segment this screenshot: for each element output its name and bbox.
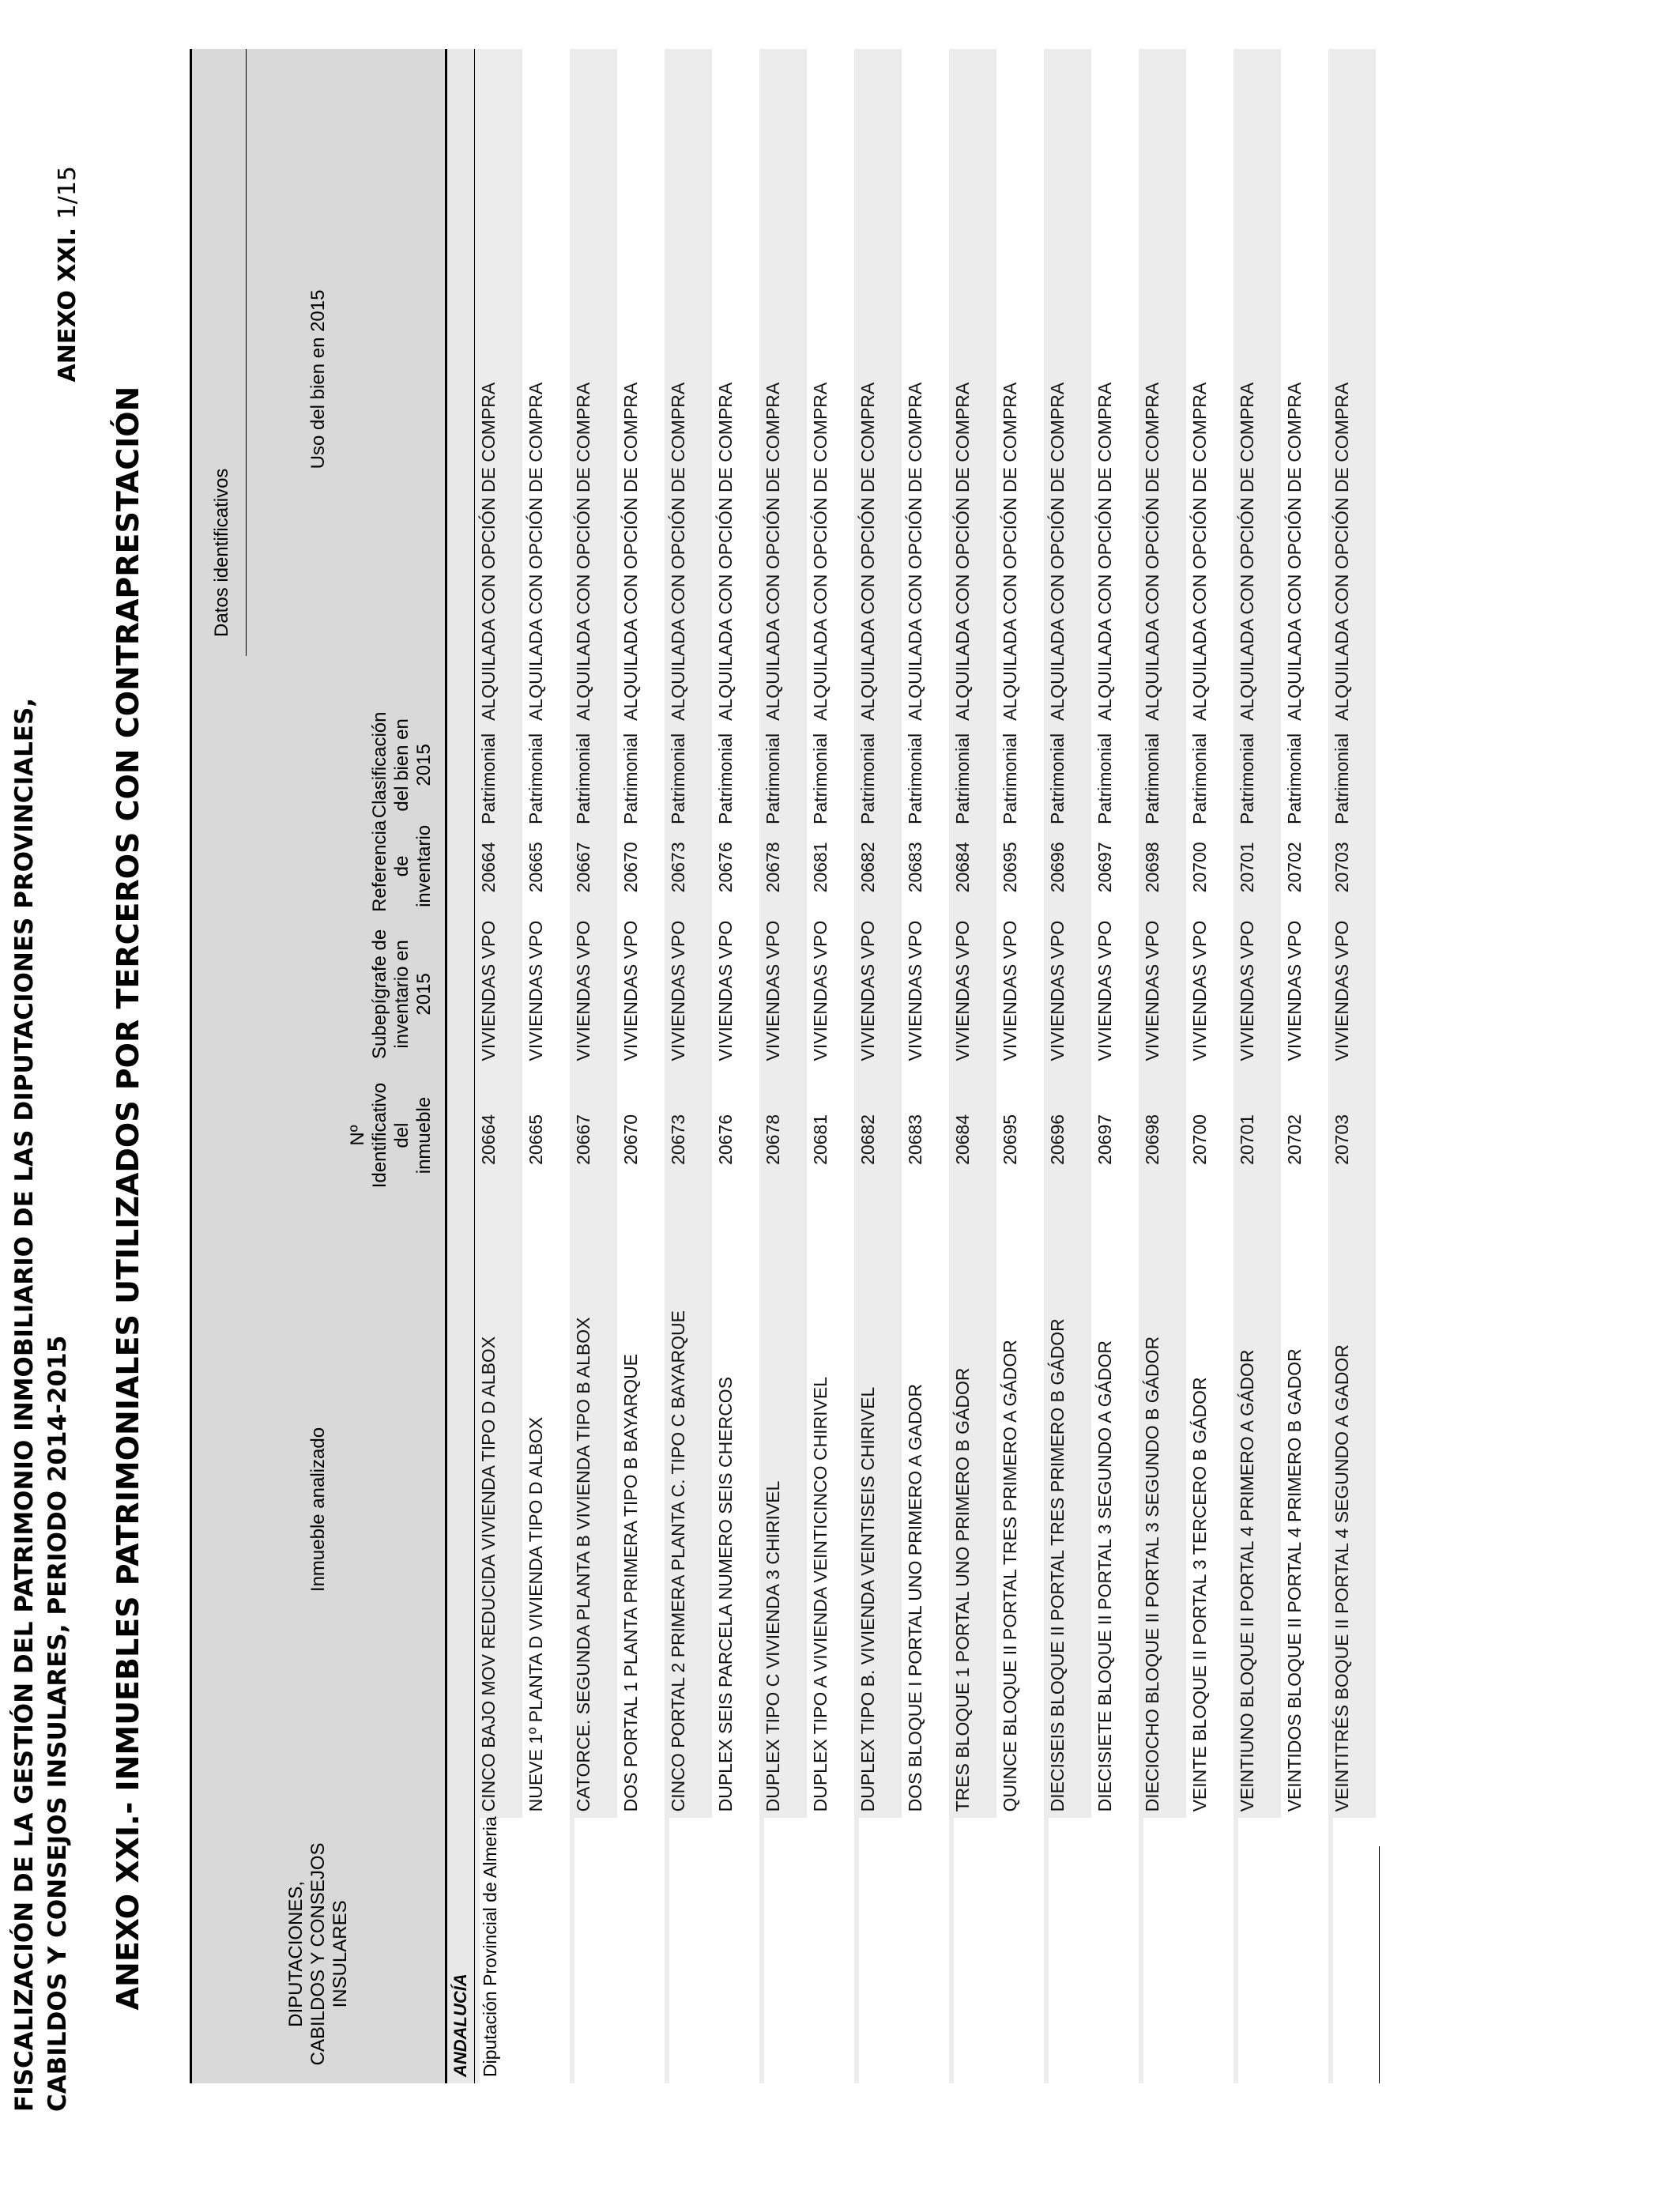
cell-clasificacion: Patrimonial xyxy=(1000,733,1020,824)
cell-clasificacion: Patrimonial xyxy=(1189,733,1210,824)
cell-referencia: 20682 xyxy=(857,842,878,893)
cell-num-id: 20702 xyxy=(1284,1114,1305,1165)
annex-name: ANEXO XXI. xyxy=(54,227,81,383)
table-row xyxy=(665,49,712,2083)
cell-inmueble: CATORCE. SEGUNDA PLANTA B VIVIENDA TIPO B ALBOX xyxy=(573,1317,593,1812)
inmuebles-table xyxy=(190,49,1376,2083)
cell-clasificacion: Patrimonial xyxy=(620,733,641,824)
table-row xyxy=(1091,49,1139,2083)
table-row xyxy=(1186,49,1234,2083)
cell-referencia: 20696 xyxy=(1047,842,1068,893)
cell-clasificacion: Patrimonial xyxy=(525,733,546,824)
annex-page-number: 1/15 xyxy=(54,166,81,220)
cell-num-id: 20676 xyxy=(715,1114,736,1165)
col-header-uso: Uso del bien en 2015 xyxy=(307,289,329,469)
cell-num-id: 20698 xyxy=(1142,1114,1162,1165)
cell-num-id: 20673 xyxy=(668,1114,688,1165)
table-row xyxy=(949,49,996,2083)
cell-num-id: 20681 xyxy=(810,1114,831,1165)
cell-diputacion xyxy=(1001,1818,1044,2083)
cell-num-id: 20695 xyxy=(1000,1114,1020,1165)
table-row xyxy=(1044,49,1091,2083)
cell-diputacion xyxy=(859,1818,902,2083)
cell-subepigrafe: VIVIENDAS VPO xyxy=(905,920,925,1061)
cell-subepigrafe: VIVIENDAS VPO xyxy=(810,920,831,1061)
cell-uso: ALQUILADA CON OPCIÓN DE COMPRA xyxy=(1237,382,1257,721)
region-row: ANDALUCÍA xyxy=(447,49,475,2083)
cell-subepigrafe: VIVIENDAS VPO xyxy=(573,920,593,1061)
cell-uso: ALQUILADA CON OPCIÓN DE COMPRA xyxy=(668,382,688,721)
cell-referencia: 20667 xyxy=(573,842,593,893)
annex-page-label xyxy=(54,166,81,382)
cell-diputacion xyxy=(812,1818,854,2083)
cell-inmueble: QUINCE BLOQUE II PORTAL TRES PRIMERO A GÁDOR xyxy=(1000,1340,1020,1812)
cell-referencia: 20703 xyxy=(1332,842,1352,893)
cell-num-id: 20701 xyxy=(1237,1114,1257,1165)
cell-referencia: 20700 xyxy=(1189,842,1210,893)
col-header-clasificacion: Clasificación del bien en 2015 xyxy=(369,711,435,819)
cell-diputacion xyxy=(906,1818,949,2083)
cell-subepigrafe: VIVIENDAS VPO xyxy=(1094,920,1115,1061)
cell-referencia: 20695 xyxy=(1000,842,1020,893)
cell-subepigrafe: VIVIENDAS VPO xyxy=(952,920,973,1061)
cell-num-id: 20682 xyxy=(857,1114,878,1165)
table-row xyxy=(854,49,902,2083)
cell-num-id: 20678 xyxy=(763,1114,783,1165)
cell-inmueble: DUPLEX TIPO A VIVIENDA VEINTICINCO CHIRIVEL xyxy=(810,1376,831,1812)
cell-inmueble: DUPLEX TIPO B. VIVIENDA VEINTISEIS CHIRIVEL xyxy=(857,1386,878,1812)
cell-subepigrafe: VIVIENDAS VPO xyxy=(857,920,878,1061)
cell-uso: ALQUILADA CON OPCIÓN DE COMPRA xyxy=(1094,382,1115,721)
group-header-rule xyxy=(246,49,247,656)
cell-diputacion xyxy=(1286,1818,1328,2083)
cell-diputacion xyxy=(1049,1818,1091,2083)
table-row xyxy=(617,49,665,2083)
cell-diputacion xyxy=(1191,1818,1234,2083)
cell-num-id: 20696 xyxy=(1047,1114,1068,1165)
cell-clasificacion: Patrimonial xyxy=(1237,733,1257,824)
cell-clasificacion: Patrimonial xyxy=(857,733,878,824)
cell-inmueble: VEINTIDOS BLOQUE II PORTAL 4 PRIMERO B GADOR xyxy=(1284,1348,1305,1812)
cell-clasificacion: Patrimonial xyxy=(763,733,783,824)
cell-diputacion xyxy=(954,1818,996,2083)
cell-uso: ALQUILADA CON OPCIÓN DE COMPRA xyxy=(573,382,593,721)
cell-subepigrafe: VIVIENDAS VPO xyxy=(1047,920,1068,1061)
col-header-num-id: Nº Identificativo del inmueble xyxy=(347,1082,435,1189)
cell-num-id: 20703 xyxy=(1332,1114,1352,1165)
cell-subepigrafe: VIVIENDAS VPO xyxy=(525,920,546,1061)
cell-referencia: 20673 xyxy=(668,842,688,893)
cell-inmueble: DOS BLOQUE I PORTAL UNO PRIMERO A GADOR xyxy=(905,1383,925,1812)
cell-referencia: 20676 xyxy=(715,842,736,893)
cell-diputacion xyxy=(1238,1818,1281,2083)
cell-num-id: 20667 xyxy=(573,1114,593,1165)
table-row xyxy=(996,49,1044,2083)
cell-referencia: 20665 xyxy=(525,842,546,893)
cell-inmueble: DIECISEIS BLOQUE II PORTAL TRES PRIMERO B GÁDOR xyxy=(1047,1318,1068,1812)
cell-inmueble: VEINTITRÉS BOQUE II PORTAL 4 SEGUNDO A GADOR xyxy=(1332,1344,1352,1812)
cell-num-id: 20664 xyxy=(478,1114,499,1165)
cell-uso: ALQUILADA CON OPCIÓN DE COMPRA xyxy=(1047,382,1068,721)
cell-diputacion xyxy=(1143,1818,1186,2083)
table-row xyxy=(1328,49,1376,2083)
cell-num-id: 20700 xyxy=(1189,1114,1210,1165)
cell-num-id: 20684 xyxy=(952,1114,973,1165)
cell-diputacion xyxy=(764,1818,807,2083)
cell-referencia: 20664 xyxy=(478,842,499,893)
cell-clasificacion: Patrimonial xyxy=(1332,733,1352,824)
cell-inmueble: CINCO BAJO MOV REDUCIDA VIVIENDA TIPO D ALBOX xyxy=(478,1336,499,1812)
cell-uso: ALQUILADA CON OPCIÓN DE COMPRA xyxy=(857,382,878,721)
cell-clasificacion: Patrimonial xyxy=(1047,733,1068,824)
cell-diputacion xyxy=(669,1818,712,2083)
cell-uso: ALQUILADA CON OPCIÓN DE COMPRA xyxy=(1189,382,1210,721)
cell-subepigrafe: VIVIENDAS VPO xyxy=(478,920,499,1061)
cell-inmueble: VEINTIUNO BLOQUE II PORTAL 4 PRIMERO A GÁDOR xyxy=(1237,1349,1257,1812)
cell-clasificacion: Patrimonial xyxy=(715,733,736,824)
cell-diputacion xyxy=(1096,1818,1139,2083)
cell-num-id: 20665 xyxy=(525,1114,546,1165)
cell-uso: ALQUILADA CON OPCIÓN DE COMPRA xyxy=(905,382,925,721)
report-title-line-2: CABILDOS Y CONSEJOS INSULARES, PERIODO 2014-2015 xyxy=(43,1335,72,2112)
cell-uso: ALQUILADA CON OPCIÓN DE COMPRA xyxy=(620,382,641,721)
cell-subepigrafe: VIVIENDAS VPO xyxy=(1000,920,1020,1061)
cell-subepigrafe: VIVIENDAS VPO xyxy=(715,920,736,1061)
cell-clasificacion: Patrimonial xyxy=(1094,733,1115,824)
cell-clasificacion: Patrimonial xyxy=(952,733,973,824)
cell-uso: ALQUILADA CON OPCIÓN DE COMPRA xyxy=(1142,382,1162,721)
table-row xyxy=(807,49,854,2083)
table-row xyxy=(570,49,617,2083)
cell-referencia: 20683 xyxy=(905,842,925,893)
table-row xyxy=(1281,49,1328,2083)
cell-num-id: 20697 xyxy=(1094,1114,1115,1165)
cell-clasificacion: Patrimonial xyxy=(478,733,499,824)
cell-uso: ALQUILADA CON OPCIÓN DE COMPRA xyxy=(525,382,546,721)
cell-uso: ALQUILADA CON OPCIÓN DE COMPRA xyxy=(810,382,831,721)
cell-uso: ALQUILADA CON OPCIÓN DE COMPRA xyxy=(1284,382,1305,721)
cell-num-id: 20670 xyxy=(620,1114,641,1165)
col-header-diputacion: DIPUTACIONES, CABILDOS Y CONSEJOS INSULARES xyxy=(285,1842,351,2066)
cell-uso: ALQUILADA CON OPCIÓN DE COMPRA xyxy=(1332,382,1352,721)
cell-referencia: 20681 xyxy=(810,842,831,893)
cell-clasificacion: Patrimonial xyxy=(905,733,925,824)
cell-subepigrafe: VIVIENDAS VPO xyxy=(620,920,641,1061)
cell-clasificacion: Patrimonial xyxy=(573,733,593,824)
cell-subepigrafe: VIVIENDAS VPO xyxy=(1332,920,1352,1061)
cell-subepigrafe: VIVIENDAS VPO xyxy=(668,920,688,1061)
cell-inmueble: TRES BLOQUE 1 PORTAL UNO PRIMERO B GÁDOR xyxy=(952,1367,973,1812)
cell-uso: ALQUILADA CON OPCIÓN DE COMPRA xyxy=(478,382,499,721)
cell-subepigrafe: VIVIENDAS VPO xyxy=(763,920,783,1061)
cell-referencia: 20702 xyxy=(1284,842,1305,893)
diputacion-name: Diputación Provincial de Almeria xyxy=(480,1816,500,2077)
cell-subepigrafe: VIVIENDAS VPO xyxy=(1237,920,1257,1061)
cell-subepigrafe: VIVIENDAS VPO xyxy=(1142,920,1162,1061)
group-header-datos: Datos identificativos xyxy=(211,468,232,637)
cell-referencia: 20678 xyxy=(763,842,783,893)
cell-subepigrafe: VIVIENDAS VPO xyxy=(1284,920,1305,1061)
cell-inmueble: DIECISIETE BLOQUE II PORTAL 3 SEGUNDO A GÁDOR xyxy=(1094,1340,1115,1812)
cell-uso: ALQUILADA CON OPCIÓN DE COMPRA xyxy=(715,382,736,721)
cell-uso: ALQUILADA CON OPCIÓN DE COMPRA xyxy=(763,382,783,721)
cell-inmueble: DOS PORTAL 1 PLANTA PRIMERA TIPO B BAYARQUE xyxy=(620,1353,641,1812)
cell-subepigrafe: VIVIENDAS VPO xyxy=(1189,920,1210,1061)
table-body xyxy=(475,49,1376,2083)
annex-title: ANEXO XXI.- INMUEBLES PATRIMONIALES UTILIZADOS POR TERCEROS CON CONTRAPRESTACIÓN xyxy=(111,386,145,2011)
cell-referencia: 20701 xyxy=(1237,842,1257,893)
table-row xyxy=(1234,49,1281,2083)
table-row xyxy=(759,49,807,2083)
cell-inmueble: NUEVE 1º PLANTA D VIVIENDA TIPO D ALBOX xyxy=(525,1416,546,1812)
table-row xyxy=(902,49,949,2083)
cell-inmueble: VEINTE BLOQUE II PORTAL 3 TERCERO B GÁDOR xyxy=(1189,1377,1210,1812)
cell-clasificacion: Patrimonial xyxy=(668,733,688,824)
table-row xyxy=(1139,49,1186,2083)
table-row xyxy=(522,49,570,2083)
cell-uso: ALQUILADA CON OPCIÓN DE COMPRA xyxy=(952,382,973,721)
cell-referencia: 20670 xyxy=(620,842,641,893)
cell-diputacion xyxy=(527,1818,570,2083)
table-rows xyxy=(475,49,1376,2083)
cell-referencia: 20684 xyxy=(952,842,973,893)
cell-inmueble: DUPLEX TIPO C VIVIENDA 3 CHIRIVEL xyxy=(763,1480,783,1812)
table-header xyxy=(190,49,447,2083)
col-header-referencia: Referencia de inventario xyxy=(369,820,435,912)
cell-diputacion xyxy=(574,1818,617,2083)
cell-clasificacion: Patrimonial xyxy=(810,733,831,824)
cell-referencia: 20697 xyxy=(1094,842,1115,893)
cell-num-id: 20683 xyxy=(905,1114,925,1165)
report-title-line-1: FISCALIZACIÓN DE LA GESTIÓN DEL PATRIMONIO INMOBILIARIO DE LAS DIPUTACIONES PROVINCIALES, xyxy=(10,697,39,2112)
cell-referencia: 20698 xyxy=(1142,842,1162,893)
cell-diputacion xyxy=(1333,1818,1376,2083)
cell-diputacion xyxy=(717,1818,759,2083)
bottom-rule xyxy=(1379,1846,1380,2083)
cell-inmueble: DUPLEX SEIS PARCELA NUMERO SEIS CHERCOS xyxy=(715,1376,736,1812)
cell-uso: ALQUILADA CON OPCIÓN DE COMPRA xyxy=(1000,382,1020,721)
cell-clasificacion: Patrimonial xyxy=(1142,733,1162,824)
cell-inmueble: DIECIOCHO BLOQUE II PORTAL 3 SEGUNDO B GÁDOR xyxy=(1142,1336,1162,1812)
cell-diputacion xyxy=(622,1818,665,2083)
col-header-subepigrafe: Subepígrafe de inventario en 2015 xyxy=(369,929,435,1059)
cell-inmueble: CINCO PORTAL 2 PRIMERA PLANTA C. TIPO C BAYARQUE xyxy=(668,1310,688,1812)
cell-clasificacion: Patrimonial xyxy=(1284,733,1305,824)
col-header-inmueble: Inmueble analizado xyxy=(307,1427,329,1593)
table-row xyxy=(712,49,759,2083)
